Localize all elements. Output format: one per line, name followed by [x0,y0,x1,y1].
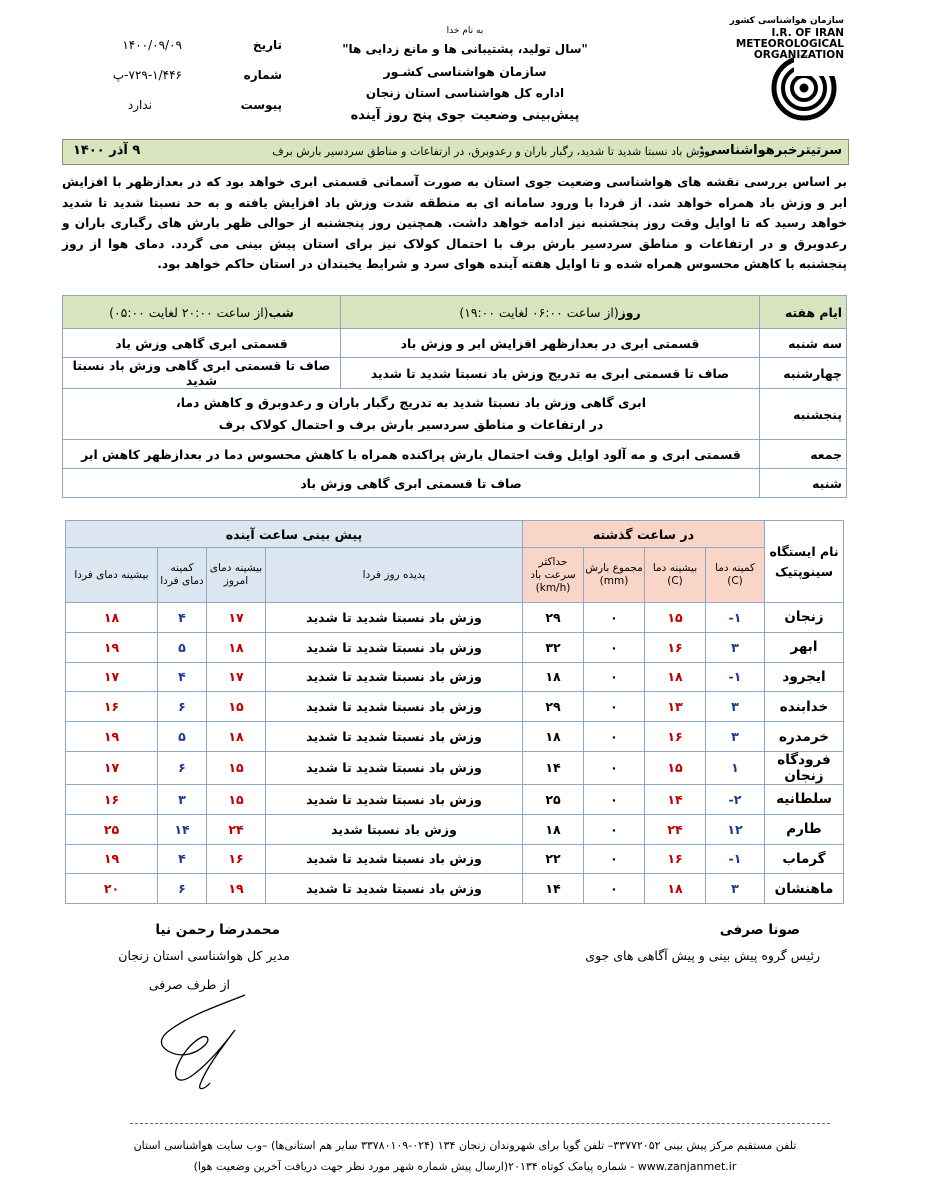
tomorrow-phenomenon: وزش باد نسبتا شدید تا شدید [266,844,523,874]
max-tomorrow: ۱۷ [66,751,158,784]
station-name: ابهر [765,632,844,662]
past-header: در ساعت گذشته [523,521,765,548]
footer-line1: تلفن مستقیم مرکز پیش بینی ۳۳۷۷۲۰۵۲– تلفن گویا برای شهروندان زنجان ۱۳۴ (۰۲۴-۳۳۷۸۰۱۰۹ سایر هم استانی‌ها) –وب سایت هواشناسی استان [133,1139,797,1152]
max-today: ۱۷ [207,603,266,633]
table-row [66,751,844,784]
number-label: شماره [243,68,282,82]
signer-left-note: از طرف صرفی [148,977,230,992]
past-min: ۳ [706,874,765,904]
past-rain: ۰ [584,844,645,874]
signer-left-name: محمدرضا رحمن نیا [155,922,280,938]
past-min: ۳ [706,632,765,662]
past-wind: ۱۸ [523,722,584,752]
min-tomorrow: ۴ [158,844,207,874]
slogan: "سال تولید، پشتیبانی ها و مانع زدایی ها" [342,42,588,56]
max-today: ۱۵ [207,751,266,784]
tomorrow-phenomenon: وزش باد نسبتا شدید تا شدید [266,722,523,752]
past-min: ۳ [706,692,765,722]
stations-body [66,603,844,904]
max-today: ۱۹ [207,874,266,904]
past-min: ۱ [706,751,765,784]
min-tomorrow: ۶ [158,751,207,784]
date-label: تاریخ [252,38,282,52]
day-name: چهارشنبه [760,358,847,389]
max-today: ۱۸ [207,632,266,662]
col-past-rain: مجموع بارش (mm) [584,548,645,603]
merged-forecast-line2: در ارتفاعات و مناطق سردسیر بارش برف و احتمال کولاک برف [218,417,604,432]
meta-attachment [62,98,282,118]
tomorrow-phenomenon: وزش باد نسبتا شدید تا شدید [266,692,523,722]
signer-right-title: رئیس گروه پیش بینی و پیش آگاهی های جوی [585,948,820,963]
past-rain: ۰ [584,662,645,692]
past-rain: ۰ [584,603,645,633]
day-name: پنجشنبه [760,389,847,440]
footer-divider [130,1123,830,1124]
day-name: شنبه [760,469,847,498]
max-tomorrow: ۲۵ [66,814,158,844]
past-rain: ۰ [584,874,645,904]
table-row [66,844,844,874]
summary-label: سرتیترخبرهواشناسی: [699,143,842,158]
tomorrow-phenomenon: وزش باد نسبتا شدید تا شدید [266,751,523,784]
logo-en-line3: ORGANIZATION [753,49,844,61]
tomorrow-phenomenon: وزش باد نسبتا شدید تا شدید [266,632,523,662]
max-today: ۱۵ [207,784,266,814]
tomorrow-phenomenon: وزش باد نسبتا شدید تا شدید [266,603,523,633]
col-station: نام ایستگاه سینوپتیک [765,521,844,603]
max-today: ۱۷ [207,662,266,692]
table-row [63,389,847,440]
table-row [63,329,847,358]
day-range: (از ساعت ۰۶:۰۰ لغایت ۱۹:۰۰) [459,304,619,320]
signer-right-name: صونا صرفی [719,922,800,938]
past-max: ۱۵ [645,751,706,784]
station-name: خدابنده [765,692,844,722]
signer-left-title: مدیر کل هواشناسی استان زنجان [118,948,290,963]
min-tomorrow: ۱۴ [158,814,207,844]
station-name: سلطانیه [765,784,844,814]
station-name: خرمدره [765,722,844,752]
past-max: ۱۳ [645,692,706,722]
past-wind: ۲۵ [523,784,584,814]
max-tomorrow: ۱۹ [66,722,158,752]
min-tomorrow: ۶ [158,874,207,904]
attach-value: ندارد [127,98,152,112]
table-row [66,603,844,633]
past-wind: ۱۴ [523,874,584,904]
max-tomorrow: ۱۹ [66,844,158,874]
future-header: پیش بینی ساعت آینده [66,521,523,548]
merged-forecast: صاف تا قسمتی ابری گاهی وزش باد [63,469,760,498]
past-rain: ۰ [584,814,645,844]
past-max: ۱۶ [645,632,706,662]
max-today: ۱۵ [207,692,266,722]
max-today: ۱۶ [207,844,266,874]
past-max: ۱۸ [645,662,706,692]
table-row [66,632,844,662]
station-name: زنجان [765,603,844,633]
table-row [63,440,847,469]
number-value: ۷۲۹-۱/۴۴۶-پ [112,68,182,82]
night-label: شب [268,304,294,320]
past-wind: ۲۹ [523,603,584,633]
min-tomorrow: ۴ [158,603,207,633]
summary-text: وزش باد نسبتا شدید تا شدید، رگبار باران و رعدوبرق، در ارتفاعات و مناطق سردسیر بارش برف [272,145,710,158]
merged-forecast-line1: ابری گاهی وزش باد نسبتا شدید به تدریج رگبار باران و رعدوبرق و کاهش دما، [176,395,646,410]
past-max: ۱۶ [645,844,706,874]
past-rain: ۰ [584,722,645,752]
past-wind: ۳۲ [523,632,584,662]
table-row [66,662,844,692]
col-day-period [341,296,760,329]
day-forecast: صاف تا قسمتی ابری به تدریج وزش باد نسبتا شدید تا شدید [341,358,760,389]
max-tomorrow: ۱۷ [66,662,158,692]
table-row [63,469,847,498]
table-row [66,814,844,844]
past-max: ۱۵ [645,603,706,633]
table-row [66,722,844,752]
min-tomorrow: ۴ [158,662,207,692]
org-name: سازمان هواشناسی کشـور [383,64,547,79]
summary-bar [62,139,849,165]
page-title: پیش‌بینی وضعیت جوی پنج روز آینده [350,108,580,123]
table-row [66,784,844,814]
logo-fa-text: سازمان هواشناسی کشور [729,16,844,26]
past-min: ۲- [706,784,765,814]
max-today: ۱۸ [207,722,266,752]
day-name: جمعه [760,440,847,469]
past-rain: ۰ [584,692,645,722]
meta-date [62,38,282,58]
day-label: روز [618,304,641,320]
bismillah: به نام خدا [446,26,484,36]
past-max: ۲۴ [645,814,706,844]
logo-en-line2: METEOROLOGICAL [735,38,844,50]
past-rain: ۰ [584,784,645,814]
col-phenomenon: پدیده روز فردا [266,548,523,603]
past-min: ۱- [706,662,765,692]
past-wind: ۱۸ [523,814,584,844]
max-tomorrow: ۱۶ [66,784,158,814]
past-wind: ۲۹ [523,692,584,722]
col-max-tomorrow: بیشینه دمای فردا [66,548,158,603]
attach-label: پیوست [240,98,282,112]
station-name: طارم [765,814,844,844]
col-past-min: کمینه دما (C) [706,548,765,603]
min-tomorrow: ۶ [158,692,207,722]
past-wind: ۲۲ [523,844,584,874]
max-tomorrow: ۱۶ [66,692,158,722]
col-max-today: بیشینه دمای امروز [207,548,266,603]
tomorrow-phenomenon: وزش باد نسبتا شدید تا شدید [266,662,523,692]
station-name: گرماب [765,844,844,874]
col-day-header: ایام هفته [760,296,847,329]
col-past-max: بیشینه دما (C) [645,548,706,603]
max-tomorrow: ۲۰ [66,874,158,904]
footer-line2: www.zanjanmet.ir - شماره پیامک کوتاه ۲۰۱۳۴(ارسال پیش شماره شهر مورد نظر جهت دریافت آخرین وضعیت هوا) [193,1160,737,1173]
past-wind: ۱۴ [523,751,584,784]
max-tomorrow: ۱۸ [66,603,158,633]
min-tomorrow: ۵ [158,722,207,752]
day-name: سه شنبه [760,329,847,358]
min-tomorrow: ۳ [158,784,207,814]
col-night-period [63,296,341,329]
table-row [66,692,844,722]
night-range: (از ساعت ۲۰:۰۰ لغایت ۰۵:۰۰) [109,304,269,320]
day-forecast: قسمتی ابری در بعدازظهر افزایش ابر و وزش باد [341,329,760,358]
forecast-paragraph: بر اساس بررسی نقشه های هواشناسی وضعیت جوی استان به صورت آسمانی قسمتی ابری خواهد بود که در بعدازظهر با افزایش ابر و وزش باد همراه خواهد شد. از فردا با ورود سامانه ای به منطقه شدت وزش باد افزایش یافته و به حد نسبتا شدید تا شدید خواهد رسید که تا اوایل وقت روز پنجشنبه نیز ادامه خواهد داشت. همچنین روز پنجشنبه از حوالی ظهر بارش های رگباری باران و رعدوبرق و در ارتفاعات و مناطق سردسیر بارش برف با احتمال کولاک نیز برای استان پیش بینی می گردد. دمای هوا از روز پنجشنبه با کاهش محسوس همراه شده و تا اوایل هفته آینده هوای سرد و شرایط یخبندان در استان حاکم خواهد بود. [62,175,847,271]
logo-en-line1: I.R. OF IRAN [771,27,844,39]
past-min: ۱۲ [706,814,765,844]
table-header-row [66,521,844,548]
night-forecast: قسمتی ابری گاهی وزش باد [63,329,341,358]
dept-name: اداره کل هواشناسی استان زنجان [365,86,565,100]
past-wind: ۱۸ [523,662,584,692]
station-name: ایجرود [765,662,844,692]
past-min: ۱- [706,603,765,633]
col-past-wind: حداکثر سرعت باد (km/h) [523,548,584,603]
tomorrow-phenomenon: وزش باد نسبتا شدید تا شدید [266,784,523,814]
past-max: ۱۴ [645,784,706,814]
table-header-row [63,296,847,329]
past-rain: ۰ [584,632,645,662]
station-name: ماهنشان [765,874,844,904]
stations-table [65,520,844,904]
past-rain: ۰ [584,751,645,784]
tomorrow-phenomenon: وزش باد نسبتا شدید [266,814,523,844]
summary-date: ۹ آذر ۱۴۰۰ [73,143,141,158]
col-min-tomorrow: کمینه دمای فردا [158,548,207,603]
handwritten-signature [150,985,260,1095]
night-forecast: صاف تا قسمتی ابری گاهی وزش باد نسبتا شدید [63,358,341,389]
weekly-forecast-table [62,295,847,498]
merged-forecast: قسمتی ابری و مه آلود اوایل وقت احتمال بارش پراکنده همراه با کاهش محسوس دما در بعدازظهر کاهش ابر [63,440,760,469]
merged-forecast [63,389,760,440]
table-row [66,874,844,904]
past-max: ۱۸ [645,874,706,904]
date-value: ۱۴۰۰/۰۹/۰۹ [122,38,182,52]
max-today: ۲۴ [207,814,266,844]
min-tomorrow: ۵ [158,632,207,662]
meta-number [62,68,282,88]
past-min: ۱- [706,844,765,874]
past-max: ۱۶ [645,722,706,752]
max-tomorrow: ۱۹ [66,632,158,662]
tomorrow-phenomenon: وزش باد نسبتا شدید تا شدید [266,874,523,904]
table-subheader-row [66,548,844,603]
past-min: ۳ [706,722,765,752]
logo [664,16,864,124]
table-row [63,358,847,389]
station-name: فرودگاه زنجان [765,751,844,784]
